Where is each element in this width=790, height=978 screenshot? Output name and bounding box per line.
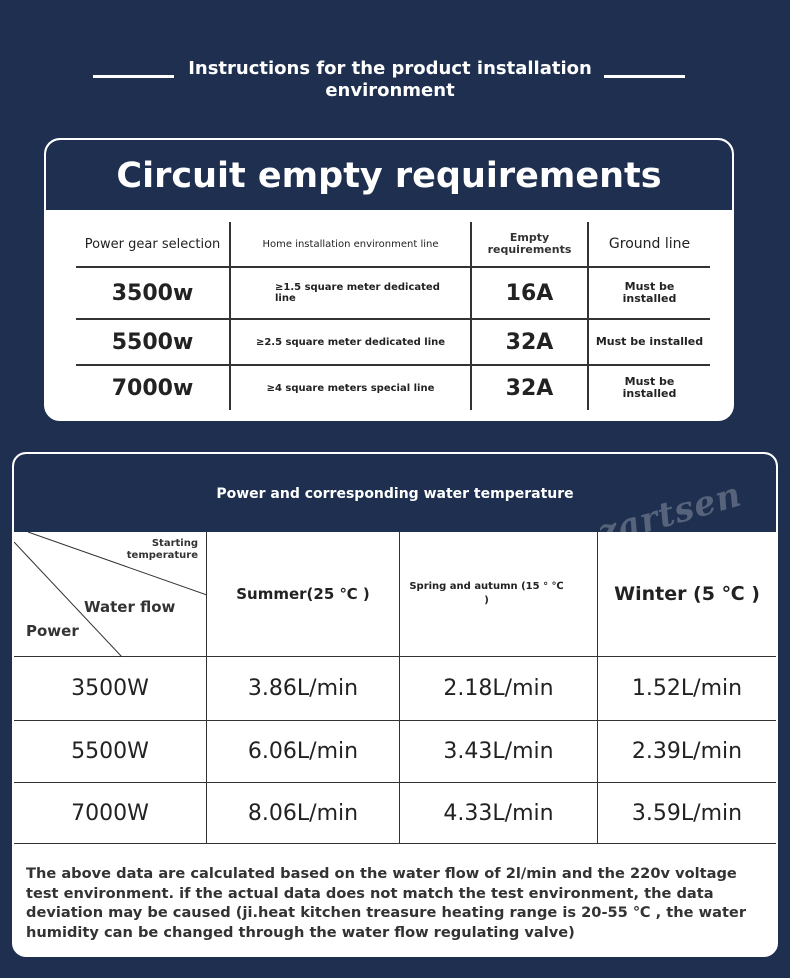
power-cell: 5500W	[14, 721, 207, 782]
power-cell: 3500W	[14, 657, 207, 720]
power-cell: 3500w	[111, 280, 194, 306]
ground-cell: Must be installed	[622, 375, 677, 400]
flow-cell: 3.59L/min	[631, 800, 743, 826]
col-empty-requirements: Empty requirements	[472, 222, 589, 266]
circuit-requirements-card	[44, 138, 734, 421]
amps-cell: 32A	[472, 366, 589, 410]
table-row	[76, 266, 710, 318]
power-cell: 5500w	[111, 329, 194, 355]
power-label: Power	[26, 622, 79, 640]
col-winter: Winter (5 ℃ )	[614, 583, 760, 605]
corner-cell	[14, 532, 207, 656]
flow-cell: 3.43L/min	[400, 721, 598, 782]
flow-cell: 3.86L/min	[207, 657, 400, 720]
table-row	[14, 657, 776, 721]
line-cell: ≥2.5 square meter dedicated line	[229, 320, 472, 364]
brand-watermark: zartsen	[593, 474, 747, 554]
flow-cell: 1.52L/min	[631, 676, 743, 701]
circuit-table	[76, 222, 710, 410]
water-temperature-card	[12, 452, 778, 957]
table-row	[76, 364, 710, 410]
flow-cell: 2.18L/min	[400, 657, 598, 720]
flow-cell: 8.06L/min	[207, 783, 400, 843]
line-cell: ≥4 square meters special line	[229, 366, 472, 410]
test-conditions-note: The above data are calculated based on the water flow of 2l/min and the 220v voltage test environment. if the actual data does not match the test environment, the data deviation may be caused (ji.heat kitchen treasure heating range is 20-55 ℃ , the water humidity can be changed through the water flow regulating valve)	[26, 865, 747, 941]
col-power-gear: Power gear selection	[84, 236, 221, 252]
amps-cell: 16A	[472, 268, 589, 318]
ground-cell: Must be installed	[622, 280, 677, 305]
flow-cell: 4.33L/min	[400, 783, 598, 843]
page-title: Instructions for the product installation environment	[188, 58, 592, 101]
flow-table	[14, 532, 776, 844]
col-environment-line: Home installation environment line	[229, 222, 472, 266]
table-row	[76, 318, 710, 364]
line-cell: ≥1.5 square meter dedicated line	[229, 268, 472, 318]
flow-cell: 6.06L/min	[207, 721, 400, 782]
amps-cell: 32A	[472, 320, 589, 364]
water-temperature-title-text: Power and corresponding water temperature	[216, 486, 574, 502]
col-summer: Summer(25 ℃ )	[207, 532, 400, 656]
header-right-rule	[604, 75, 685, 78]
power-cell: 7000w	[111, 375, 194, 401]
ground-cell: Must be installed	[595, 335, 704, 348]
col-ground-line: Ground line	[608, 236, 691, 252]
flow-cell: 2.39L/min	[631, 739, 743, 764]
table-row	[14, 783, 776, 844]
circuit-table-header	[76, 222, 710, 266]
header-left-rule	[93, 75, 174, 78]
table-row	[14, 721, 776, 783]
circuit-requirements-title: Circuit empty requirements	[46, 140, 732, 210]
power-cell: 7000W	[14, 783, 207, 843]
water-flow-label: Water flow	[84, 598, 176, 616]
starting-temperature-label: Starting temperature	[126, 538, 198, 561]
col-spring-autumn: Spring and autumn (15 ° ℃ )	[400, 532, 598, 656]
flow-table-header	[14, 532, 776, 657]
